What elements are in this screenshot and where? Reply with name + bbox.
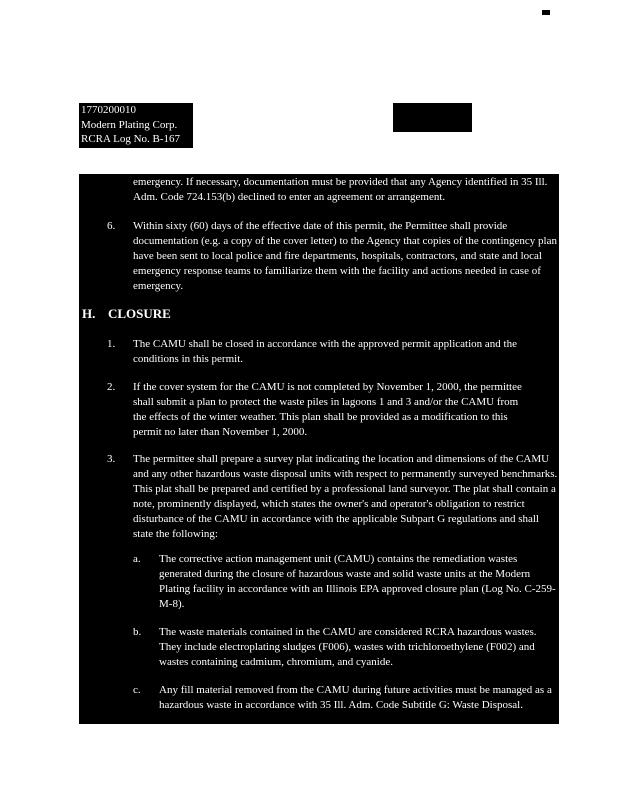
document-header	[79, 103, 193, 148]
item-number: 2.	[107, 381, 116, 393]
scan-mark	[542, 10, 550, 15]
subitem-text: The corrective action management unit (CAMU) contains the remediation wastes generated during the closure of hazardous waste and solid waste units at the Modern Plating facility in accordance with an Illinois EPA approved closure plan (Log No. C-259-M-8).	[159, 553, 556, 610]
section-number: H.	[82, 306, 96, 321]
section-heading	[82, 306, 171, 321]
item-text: If the cover system for the CAMU is not completed by November 1, 2000, the permittee shall submit a plan to protect the waste piles in lagoons 1 and 3 and/or the CAMU from the effects of the winter weather. This plan shall be provided as a modification to this permit no later than November 1, 2000.	[133, 381, 522, 438]
subitem-text: Any fill material removed from the CAMU during future activities must be managed as a hazardous waste in accordance with 35 Ill. Adm. Code Subtitle G: Waste Disposal.	[159, 684, 552, 711]
subitem-letter: b.	[133, 626, 142, 638]
item-number: 1.	[107, 338, 116, 350]
item-text: The CAMU shall be closed in accordance with the approved permit application and the conditions in this permit.	[133, 338, 517, 365]
section-title: CLOSURE	[108, 306, 171, 321]
item-number: 6.	[107, 220, 116, 232]
continuation-paragraph: emergency. If necessary, documentation must be provided that any Agency identified in 35 Ill. Adm. Code 724.153(b) declined to enter an agreement or arrangement.	[133, 176, 548, 203]
item-text: The permittee shall prepare a survey plat indicating the location and dimensions of the CAMU and any other hazardous waste disposal units with respect to permanently surveyed benchmarks. This plat shall be prepared and certified by a professional land surveyor. The plat shall contain a note, prominently displayed, which states the owner's and operator's obligation to restrict disturbance of the CAMU in accordance with the applicable Subpart G regulations and shall state the following:	[133, 453, 558, 540]
redaction-box	[393, 103, 472, 132]
subitem-letter: c.	[133, 684, 141, 696]
header-company: Modern Plating Corp.	[81, 118, 178, 131]
document-body	[79, 174, 559, 724]
subitem-text: The waste materials contained in the CAMU are considered RCRA hazardous wastes. They include electroplating sludges (F006), wastes with trichloroethylene (F002) and wastes containing cadmium, chromium, and cyanide.	[159, 626, 537, 668]
header-id: 1770200010	[81, 104, 136, 116]
header-log-number: RCRA Log No. B-167	[81, 133, 181, 145]
item-text: Within sixty (60) days of the effective date of this permit, the Permittee shall provide documentation (e.g. a copy of the cover letter) to the Agency that copies of the contingency plan have been sent to local police and fire departments, hospitals, contractors, and state and local emergency response teams to familiarize them with the facility and actions needed in case of emergency.	[133, 220, 557, 292]
item-number: 3.	[107, 453, 116, 465]
subitem-letter: a.	[133, 553, 141, 565]
